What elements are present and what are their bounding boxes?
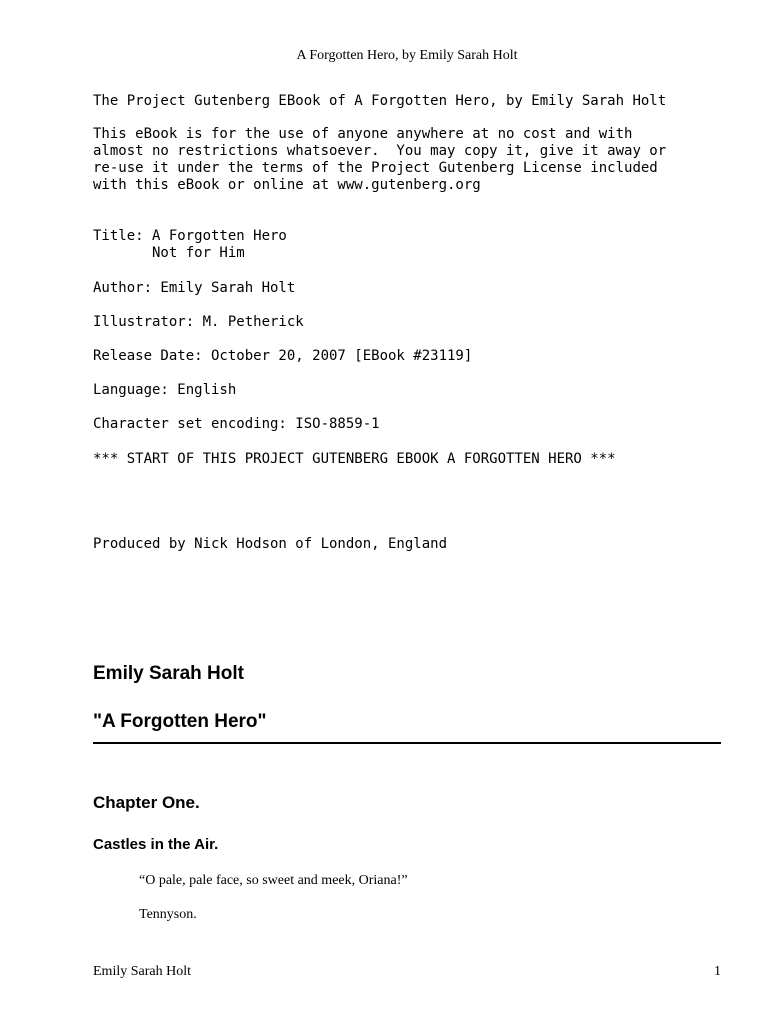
ebook-line: The Project Gutenberg EBook of A Forgotten Hero, by Emily Sarah Holt [93,93,667,109]
epigraph-quote: “O pale, pale face, so sweet and meek, Oriana!” [139,873,408,888]
metadata-language: Language: English [93,382,237,398]
metadata-encoding: Character set encoding: ISO-8859-1 [93,416,380,432]
title-rule [93,742,721,744]
running-head: A Forgotten Hero, by Emily Sarah Holt [296,48,518,63]
epigraph-source: Tennyson. [139,907,197,922]
book-title-heading: "A Forgotten Hero" [93,711,267,732]
chapter-title: Castles in the Air. [93,836,219,853]
footer-author: Emily Sarah Holt [93,964,191,979]
metadata-illustrator: Illustrator: M. Petherick [93,314,304,330]
metadata-title: Title: A Forgotten Hero Not for Him [93,228,287,261]
start-marker: *** START OF THIS PROJECT GUTENBERG EBOOK A FORGOTTEN HERO *** [93,451,616,467]
license-paragraph: This eBook is for the use of anyone anywhere at no cost and with almost no restrictions whatsoever. You may copy it, give it away or re-use it under the terms of the Project Gutenberg License included with this eBook or online at www.gutenberg.org [93,126,667,193]
metadata-author: Author: Emily Sarah Holt [93,280,296,296]
book-author-heading: Emily Sarah Holt [93,663,244,684]
page-number: 1 [714,964,721,979]
chapter-heading: Chapter One. [93,793,200,812]
produced-by: Produced by Nick Hodson of London, England [93,536,448,552]
metadata-release-date: Release Date: October 20, 2007 [EBook #23119] [93,348,473,364]
